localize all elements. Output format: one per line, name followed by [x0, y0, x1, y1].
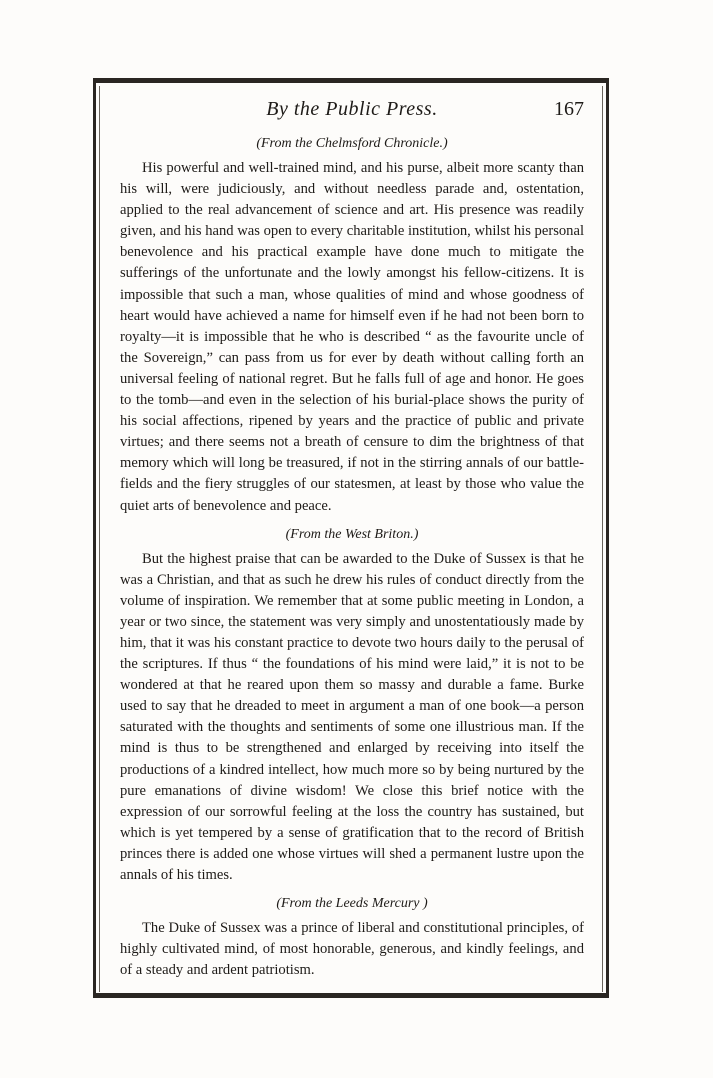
source-attribution: (From the West Briton.) — [285, 526, 419, 542]
running-head — [120, 98, 584, 132]
running-title: By the Public Press. — [266, 98, 438, 120]
section-leeds-mercury — [120, 894, 584, 981]
source-attribution: (From the Chelmsford Chronicle.) — [256, 136, 448, 151]
body-paragraph: His powerful and well-trained mind, and his purse, albeit more scanty than his will, were judiciously, and without needless parade and, ostentation, applied to the real advancement of science and art. His presence was readily given, and his hand was open to every charitable institution, whilst his personal benevolence and his practical example have done much to mitigate the sufferings of the unfortunate and the lowly amongst his fellow-citizens. It is impossible that such a man, whose qualities of mind and whose goodness of heart would have achieved a name for himself even if he had not been born to royalty—it is impossible that he who is described “ as the favourite uncle of the Sovereign,” can pass from us for ever by death without calling forth an universal feeling of national regret. But he falls full of age and honor. He goes to the tomb—and even in the selection of his burial-place shows the purity of his social affections, ripened by years and the practice of public and private virtues; and there seems not a breath of censure to dim the brightness of that memory which will long be treasured, if not in the stirring annals of our battle-fields and the fiery struggles of our statesmen, at least by those who value the quiet arts of benevolence and peace. — [120, 160, 584, 514]
section-west-briton — [120, 525, 584, 887]
body-paragraph: The Duke of Sussex was a prince of liberal and constitutional principles, of highly cultivated mind, of most honorable, generous, and kindly feelings, and of a steady and ardent patriotism. — [120, 920, 584, 979]
section-chelmsford-chronicle — [120, 134, 584, 517]
source-attribution: (From the Leeds Mercury ) — [276, 896, 428, 912]
page-content — [120, 98, 584, 981]
page-number: 167 — [554, 98, 584, 120]
body-paragraph: But the highest praise that can be awarded to the Duke of Sussex is that he was a Christian, and that as such he drew his rules of conduct directly from the volume of inspiration. We remember that at some public meeting in London, a year or two since, the statement was very simply and unostentatiously made by him, that it was his constant practice to devote two hours daily to the perusal of the scriptures. If thus “ the foundations of his mind were laid,” it is not to be wondered at that he reared upon them so massy and durable a fame. Burke used to say that he dreaded to meet in argument a man of one book—a person saturated with the thoughts and sentiments of some one illustrious man. If the mind is thus to be strengthened and enlarged by receiving into itself the productions of a kindred intellect, how much more so by being nurtured by the pure emanations of divine wisdom! We close this brief notice with the expression of our sorrowful feeling at the loss the country has sustained, but which is yet tempered by a sense of gratification that to the record of British princes there is added one whose virtues will shed a permanent lustre upon the annals of his times. — [120, 550, 584, 883]
